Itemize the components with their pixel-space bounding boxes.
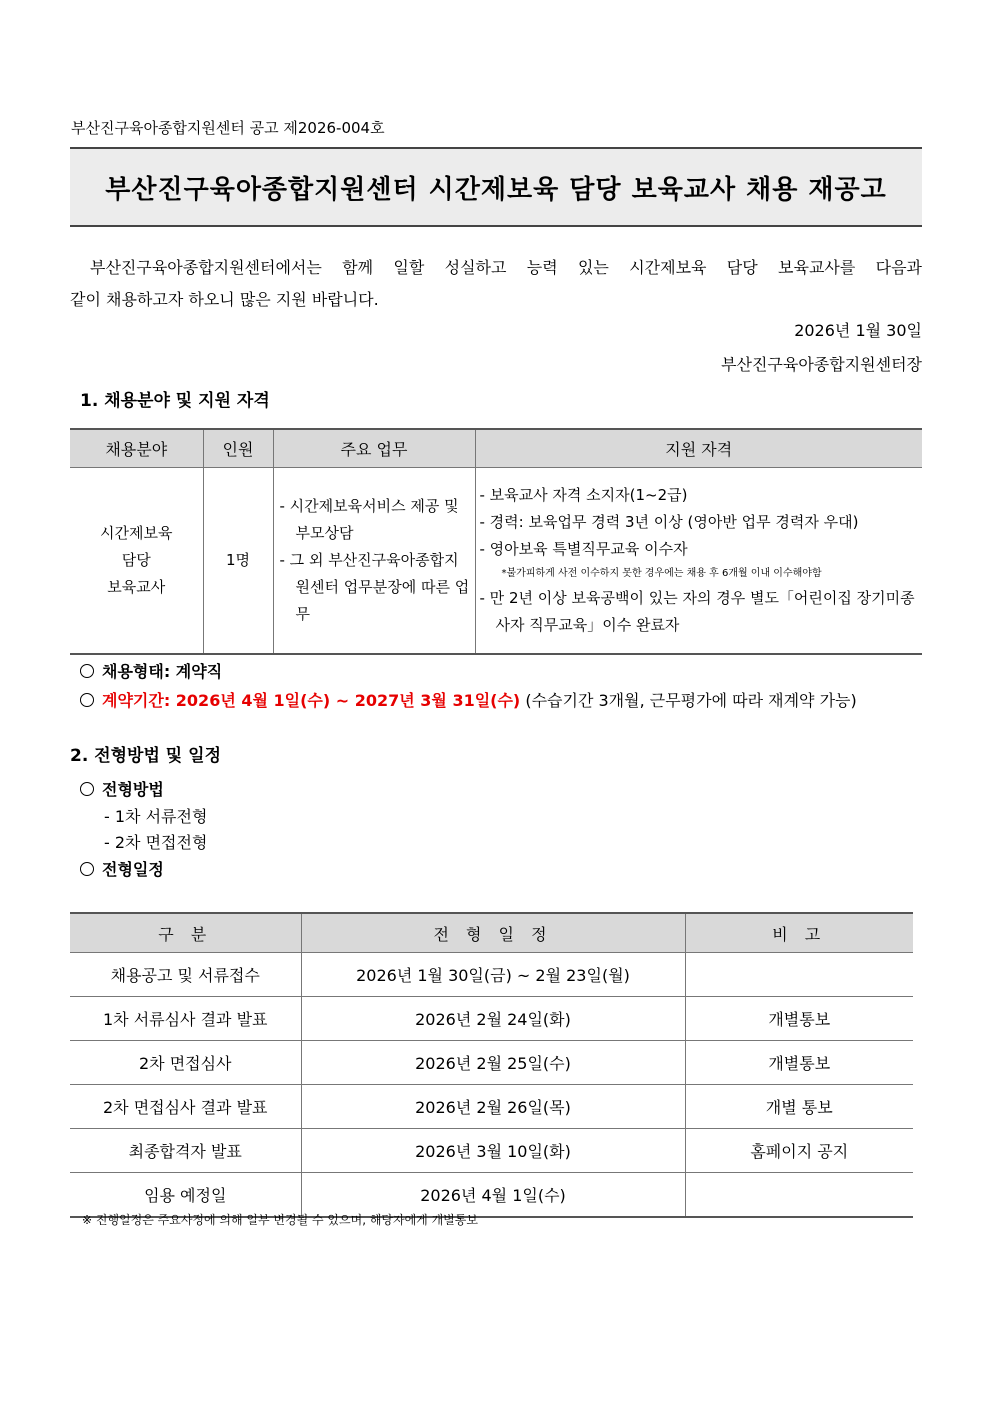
row-date: 2026년 4월 1일(수)	[301, 1173, 685, 1218]
row-category: 1차 서류심사 결과 발표	[70, 997, 301, 1041]
field-cell	[70, 468, 203, 654]
selection-method-label: 전형방법	[102, 780, 164, 799]
row-remark: 홈페이지 공지	[685, 1129, 913, 1173]
row-date: 2026년 2월 24일(화)	[301, 997, 685, 1041]
header-schedule: 전 형 일 정	[301, 913, 685, 953]
method-item: - 2차 면접전형	[104, 833, 208, 852]
circle-bullet-icon	[80, 782, 94, 796]
duty-item: - 시간제보육서비스 제공 및 부모상담	[279, 496, 459, 542]
selection-schedule-label: 전형일정	[102, 860, 164, 879]
header-field: 채용분야	[70, 429, 203, 468]
header-category: 구 분	[70, 913, 301, 953]
qualification-item: - 만 2년 이상 보육공백이 있는 자의 경우 별도「어린이집 장기미종사자 직무교육」이수 완료자	[479, 588, 915, 634]
table-row	[70, 1085, 913, 1129]
row-remark: 개별통보	[685, 1041, 913, 1085]
row-remark: 개별 통보	[685, 1085, 913, 1129]
contract-period	[80, 688, 857, 711]
qualifications-cell	[475, 468, 922, 654]
header-remarks: 비 고	[685, 913, 913, 953]
row-remark: 개별통보	[685, 997, 913, 1041]
field-line: 담당	[121, 550, 151, 569]
employment-type-text: 채용형태: 계약직	[102, 662, 223, 681]
method-item: - 1차 서류전형	[104, 807, 208, 826]
duty-item: - 그 외 부산진구육아종합지원센터 업무분장에 따른 업무	[279, 550, 470, 623]
intro-line-1: 부산진구육아종합지원센터에서는 함께 일할 성실하고 능력 있는 시간제보육 담당 보육교사를 다음과	[90, 258, 922, 277]
row-category: 임용 예정일	[70, 1173, 301, 1218]
row-remark	[685, 1173, 913, 1218]
row-category: 채용공고 및 서류접수	[70, 953, 301, 997]
row-date: 2026년 2월 25일(수)	[301, 1041, 685, 1085]
row-date: 2026년 2월 26일(목)	[301, 1085, 685, 1129]
row-date: 2026년 3월 10일(화)	[301, 1129, 685, 1173]
notice-number: 부산진구육아종합지원센터 공고 제2026-004호	[71, 119, 385, 137]
qualification-note: *불가피하게 사전 이수하지 못한 경우에는 채용 후 6개월 이내 이수해야함	[501, 567, 822, 579]
circle-bullet-icon	[80, 693, 94, 707]
selection-schedule	[80, 857, 164, 880]
circle-bullet-icon	[80, 664, 94, 678]
table-row	[70, 1041, 913, 1085]
qualification-item: - 보육교사 자격 소지자(1~2급)	[479, 485, 688, 504]
selection-method	[80, 777, 164, 800]
section-1-heading: 1. 채용분야 및 지원 자격	[80, 391, 270, 411]
qualification-item: - 영아보육 특별직무교육 이수자	[479, 539, 688, 558]
recruitment-table	[70, 428, 922, 655]
row-category: 2차 면접심사	[70, 1041, 301, 1085]
row-category: 최종합격자 발표	[70, 1129, 301, 1173]
header-count: 인원	[203, 429, 273, 468]
table-header-row	[70, 429, 922, 468]
schedule-header-row	[70, 913, 913, 953]
contract-period-text: 계약기간: 2026년 4월 1일(수) ~ 2027년 3월 31일(수)	[102, 691, 521, 710]
contract-period-note: (수습기간 3개월, 근무평가에 따라 재계약 가능)	[520, 691, 857, 710]
notice-date: 2026년 1월 30일	[794, 321, 922, 340]
header-qualifications: 지원 자격	[475, 429, 922, 468]
section-2-heading: 2. 전형방법 및 일정	[70, 746, 221, 766]
duties-cell	[273, 468, 475, 654]
table-row	[70, 997, 913, 1041]
row-remark	[685, 953, 913, 997]
table-row	[70, 1129, 913, 1173]
count-cell: 1명	[203, 468, 273, 654]
row-date: 2026년 1월 30일(금) ~ 2월 23일(월)	[301, 953, 685, 997]
signatory: 부산진구육아종합지원센터장	[721, 355, 922, 374]
row-category: 2차 면접심사 결과 발표	[70, 1085, 301, 1129]
employment-type	[80, 659, 222, 682]
schedule-table	[70, 912, 913, 1218]
intro-line-2: 같이 채용하고자 하오니 많은 지원 바랍니다.	[70, 290, 379, 309]
qualification-item: - 경력: 보육업무 경력 3년 이상 (영아반 업무 경력자 우대)	[479, 512, 859, 531]
table-row	[70, 468, 922, 654]
field-line: 시간제보육	[100, 523, 173, 542]
field-line: 보육교사	[107, 577, 166, 596]
header-duties: 주요 업무	[273, 429, 475, 468]
title-banner	[70, 147, 922, 227]
table-row	[70, 953, 913, 997]
intro-paragraph	[70, 252, 922, 316]
document-title: 부산진구육아종합지원센터 시간제보육 담당 보육교사 채용 재공고	[105, 174, 887, 205]
schedule-footnote: ※ 진행일정은 주요사정에 의해 일부 변경될 수 있으며, 해당자에게 개별통보	[82, 1213, 478, 1227]
circle-bullet-icon	[80, 862, 94, 876]
